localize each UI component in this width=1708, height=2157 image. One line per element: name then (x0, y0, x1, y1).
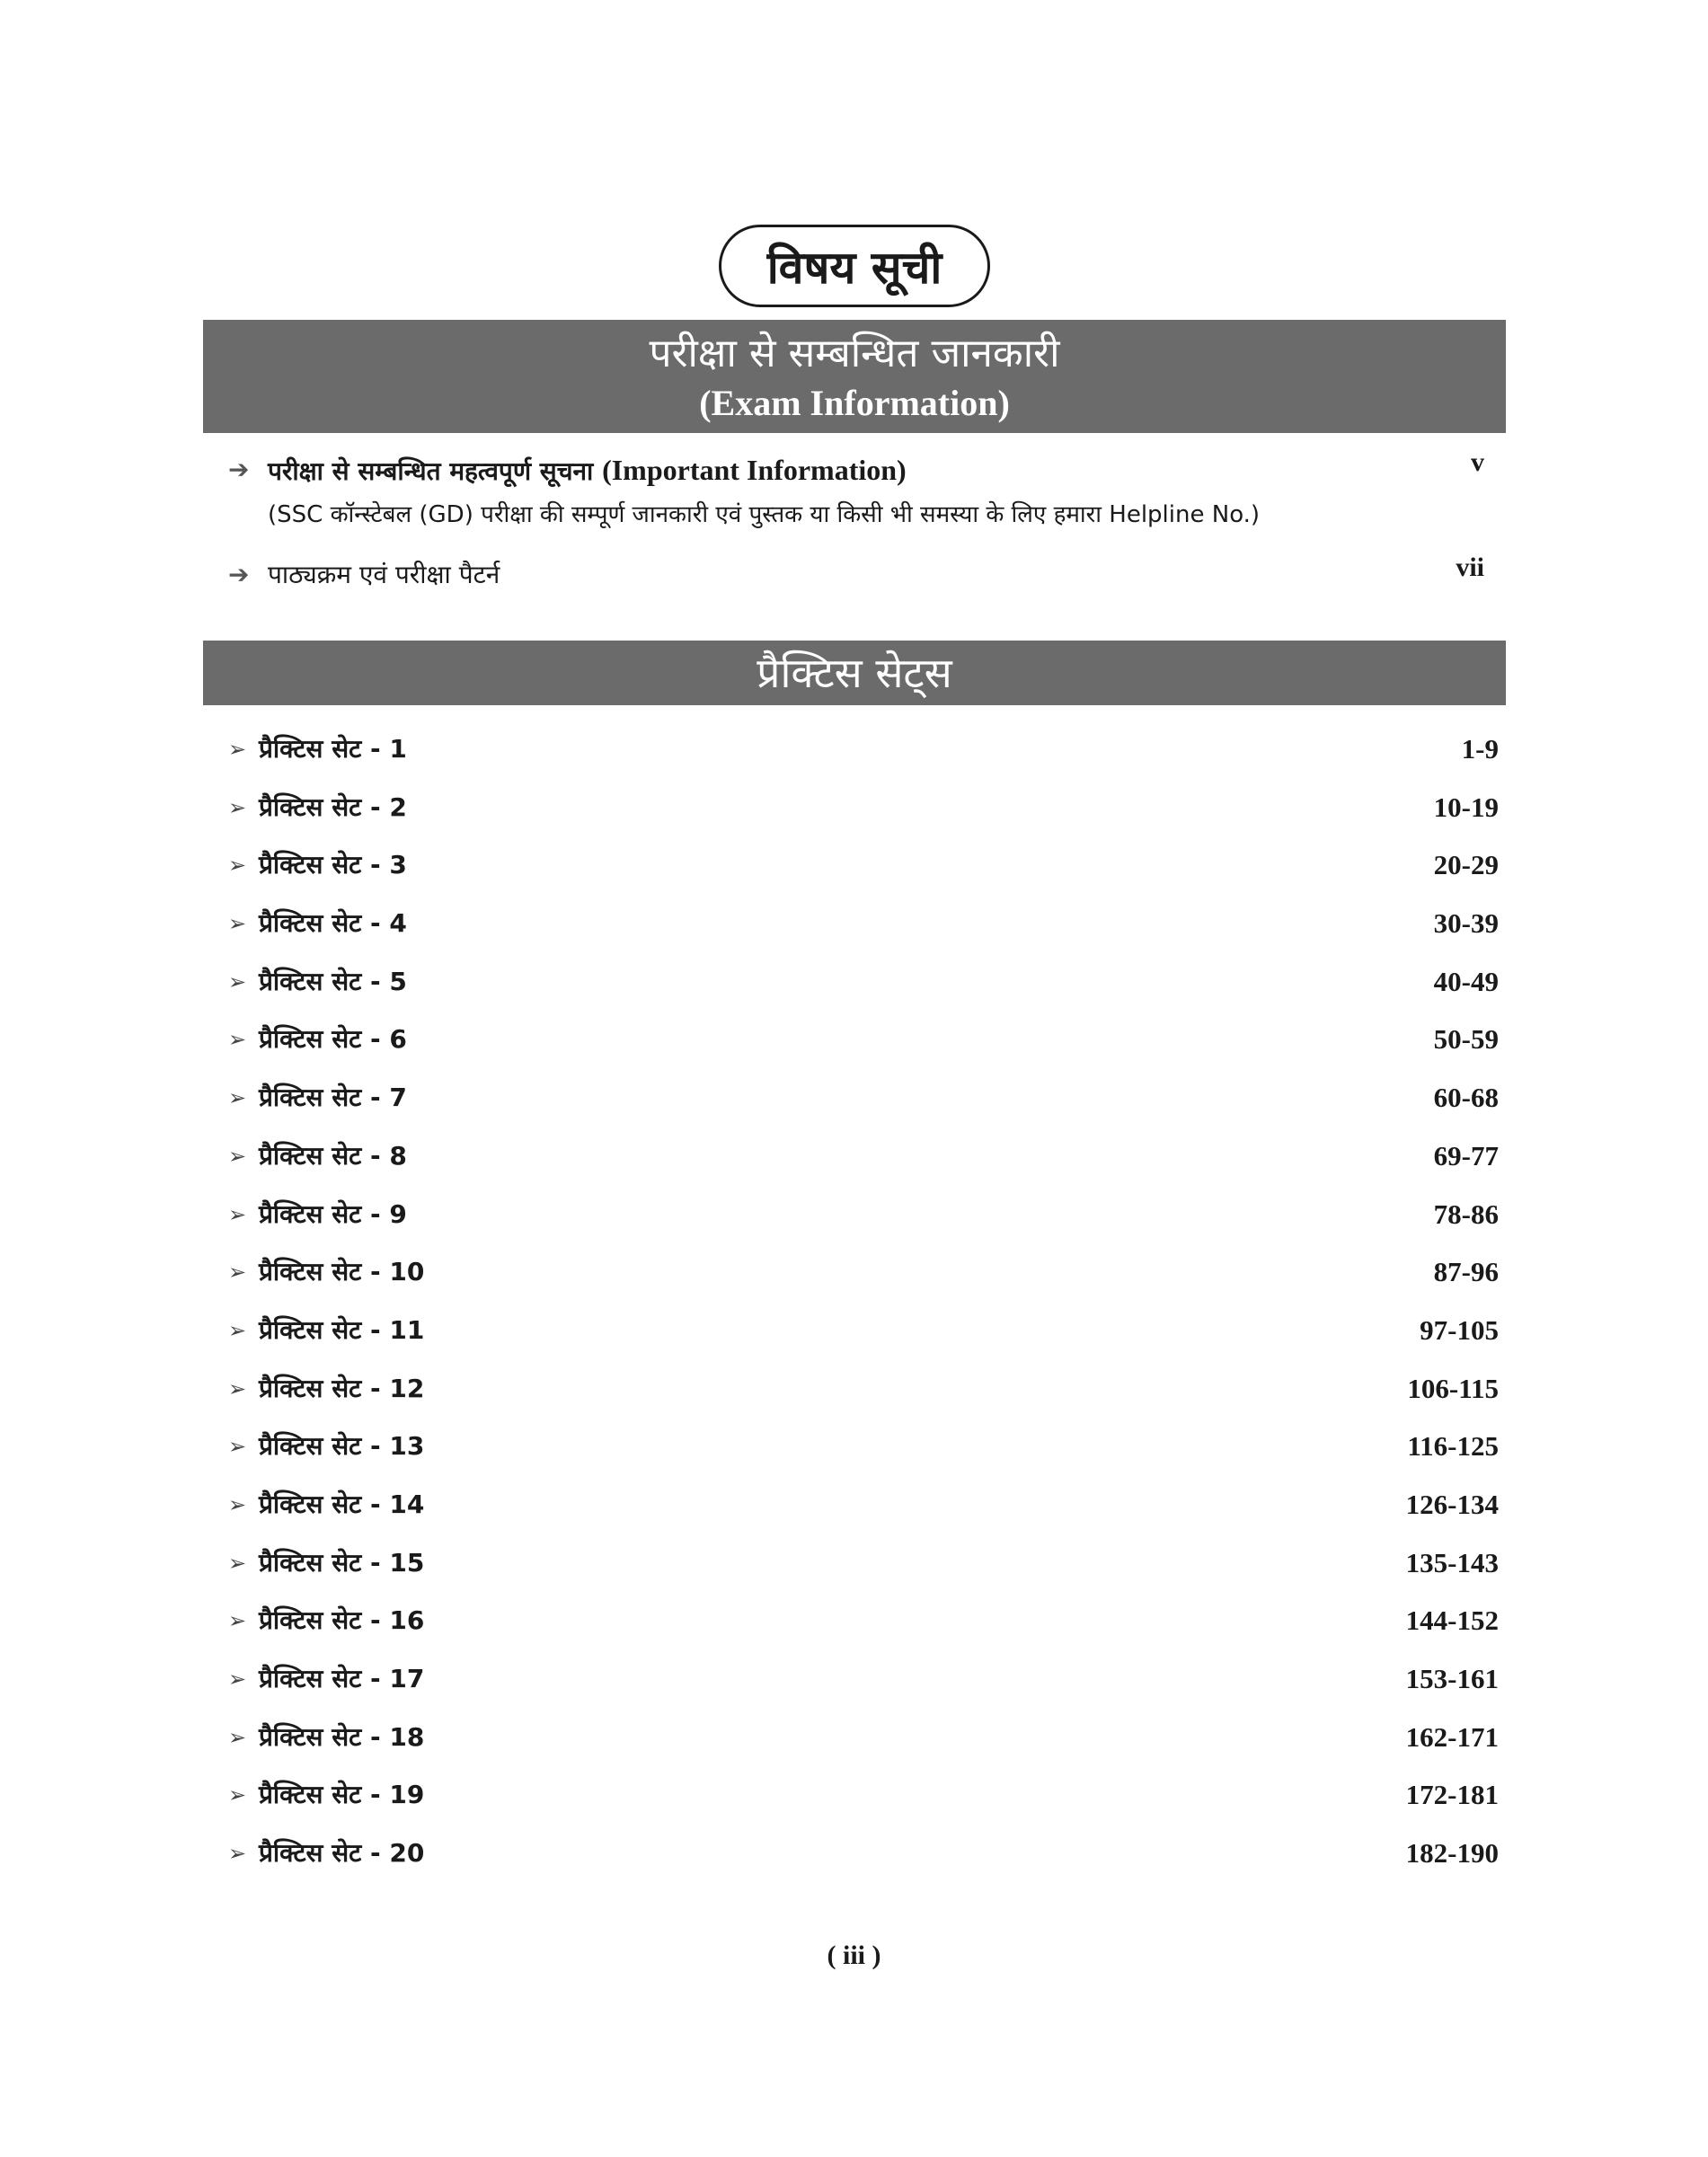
toc-row-label: प्रैक्टिस सेट - 7 (259, 1083, 407, 1113)
bullet-arrow-icon: ➢ (228, 1608, 247, 1634)
bullet-arrow-icon: ➢ (228, 1375, 247, 1401)
arrow-right-icon: ➔ (228, 560, 250, 589)
toc-row-label: प्रैक्टिस सेट - 6 (259, 1024, 407, 1055)
toc-row-pages: 126-134 (1405, 1488, 1499, 1520)
toc-row-practice-set-5[interactable] (228, 959, 1499, 1017)
toc-row-pages: 60-68 (1433, 1082, 1499, 1114)
toc-row-label: प्रैक्टिस सेट - 15 (259, 1547, 425, 1578)
toc-row-practice-set-16[interactable] (228, 1597, 1499, 1656)
toc-row-label: प्रैक्टिस सेट - 17 (259, 1664, 425, 1693)
bullet-arrow-icon: ➢ (228, 911, 247, 937)
toc-row-pages: 1-9 (1461, 733, 1499, 765)
toc-row-pages: 20-29 (1433, 849, 1499, 881)
exam-info-item-page: v (1471, 447, 1484, 477)
toc-row-label: प्रैक्टिस सेट - 10 (259, 1257, 425, 1287)
toc-row-pages: 153-161 (1405, 1663, 1499, 1694)
arrow-right-icon: ➔ (228, 455, 250, 484)
toc-row-label: प्रैक्टिस सेट - 14 (259, 1489, 425, 1519)
toc-row-pages: 87-96 (1433, 1256, 1499, 1288)
bullet-arrow-icon: ➢ (228, 853, 247, 879)
bullet-arrow-icon: ➢ (228, 1085, 247, 1111)
exam-info-item-title: पाठ्यक्रम एवं परीक्षा पैटर्न (268, 560, 500, 589)
toc-row-pages: 135-143 (1405, 1546, 1499, 1578)
bullet-arrow-icon: ➢ (228, 1782, 247, 1808)
toc-row-label: प्रैक्टिस सेट - 5 (259, 966, 407, 996)
toc-row-pages: 30-39 (1433, 907, 1499, 940)
bullet-arrow-icon: ➢ (228, 794, 247, 820)
toc-row-practice-set-20[interactable] (228, 1830, 1499, 1888)
toc-row-pages: 162-171 (1405, 1720, 1499, 1753)
exam-info-item-page: vii (1456, 553, 1484, 582)
bullet-arrow-icon: ➢ (228, 737, 247, 762)
toc-row-label: प्रैक्टिस सेट - 11 (259, 1314, 425, 1345)
toc-row-practice-set-11[interactable] (228, 1307, 1499, 1366)
toc-row-label: प्रैक्टिस सेट - 1 (259, 734, 407, 764)
toc-row-label: प्रैक्टिस सेट - 8 (259, 1140, 407, 1171)
exam-info-heading-hindi: परीक्षा से सम्बन्धित जानकारी (649, 331, 1060, 376)
toc-row-label: प्रैक्टिस सेट - 4 (259, 908, 407, 939)
toc-row-label: प्रैक्टिस सेट - 3 (259, 850, 407, 880)
bullet-arrow-icon: ➢ (228, 1027, 247, 1053)
toc-row-pages: 78-86 (1433, 1198, 1499, 1230)
toc-row-practice-set-4[interactable] (228, 900, 1499, 959)
exam-info-header (203, 320, 1506, 433)
practice-sets-list (228, 726, 1499, 1888)
bullet-arrow-icon: ➢ (228, 1666, 247, 1692)
toc-row-label: प्रैक्टिस सेट - 16 (259, 1605, 425, 1636)
toc-row-practice-set-15[interactable] (228, 1540, 1499, 1598)
toc-row-practice-set-6[interactable] (228, 1016, 1499, 1074)
toc-row-practice-set-18[interactable] (228, 1714, 1499, 1772)
toc-row-pages: 97-105 (1420, 1313, 1499, 1346)
toc-row-practice-set-10[interactable] (228, 1249, 1499, 1307)
toc-row-pages: 10-19 (1433, 791, 1499, 823)
bullet-arrow-icon: ➢ (228, 1841, 247, 1867)
toc-row-label: प्रैक्टिस सेट - 20 (259, 1838, 425, 1869)
toc-row-practice-set-13[interactable] (228, 1423, 1499, 1481)
toc-row-practice-set-12[interactable] (228, 1366, 1499, 1424)
page-number: ( iii ) (827, 1940, 881, 1970)
practice-sets-header: प्रैक्टिस सेट्स (203, 641, 1506, 705)
toc-row-label: प्रैक्टिस सेट - 9 (259, 1198, 407, 1229)
exam-info-item-subtitle: (SSC कॉन्स्टेबल (GD) परीक्षा की सम्पूर्ण जानकारी एवं पुस्तक या किसी भी समस्या के लिए हमारा Helpline No.) (268, 501, 1261, 528)
exam-info-item-title-english: (Important Information) (602, 454, 907, 486)
toc-row-pages: 50-59 (1433, 1023, 1499, 1056)
toc-row-label: प्रैक्टिस सेट - 13 (259, 1431, 425, 1462)
toc-row-practice-set-17[interactable] (228, 1656, 1499, 1714)
toc-row-label: प्रैक्टिस सेट - 19 (259, 1780, 425, 1810)
toc-row-practice-set-14[interactable] (228, 1481, 1499, 1540)
exam-info-item-title-hindi: परीक्षा से सम्बन्धित महत्वपूर्ण सूचना (268, 456, 594, 486)
toc-row-practice-set-9[interactable] (228, 1191, 1499, 1250)
toc-row-label: प्रैक्टिस सेट - 2 (259, 791, 407, 822)
toc-row-practice-set-19[interactable] (228, 1772, 1499, 1830)
toc-row-pages: 172-181 (1405, 1779, 1499, 1811)
bullet-arrow-icon: ➢ (228, 968, 247, 995)
bullet-arrow-icon: ➢ (228, 1143, 247, 1169)
bullet-arrow-icon: ➢ (228, 1491, 247, 1517)
page-title: विषय सूची (719, 225, 990, 307)
toc-row-pages: 40-49 (1433, 965, 1499, 997)
toc-row-pages: 144-152 (1405, 1604, 1499, 1637)
toc-row-label: प्रैक्टिस सेट - 18 (259, 1721, 425, 1752)
toc-row-pages: 106-115 (1407, 1372, 1499, 1404)
bullet-arrow-icon: ➢ (228, 1317, 247, 1343)
bullet-arrow-icon: ➢ (228, 1201, 247, 1227)
exam-info-heading-english: (Exam Information) (699, 383, 1010, 423)
toc-row-label: प्रैक्टिस सेट - 12 (259, 1373, 425, 1403)
bullet-arrow-icon: ➢ (228, 1724, 247, 1750)
toc-row-pages: 182-190 (1405, 1837, 1499, 1870)
toc-row-practice-set-3[interactable] (228, 842, 1499, 900)
bullet-arrow-icon: ➢ (228, 1550, 247, 1576)
bullet-arrow-icon: ➢ (228, 1260, 247, 1286)
toc-row-practice-set-1[interactable] (228, 726, 1499, 784)
toc-row-pages: 69-77 (1433, 1139, 1499, 1171)
toc-row-practice-set-7[interactable] (228, 1074, 1499, 1133)
bullet-arrow-icon: ➢ (228, 1434, 247, 1460)
exam-info-item-title (268, 454, 907, 488)
toc-row-practice-set-8[interactable] (228, 1133, 1499, 1191)
toc-row-pages: 116-125 (1407, 1430, 1499, 1463)
toc-row-practice-set-2[interactable] (228, 784, 1499, 843)
